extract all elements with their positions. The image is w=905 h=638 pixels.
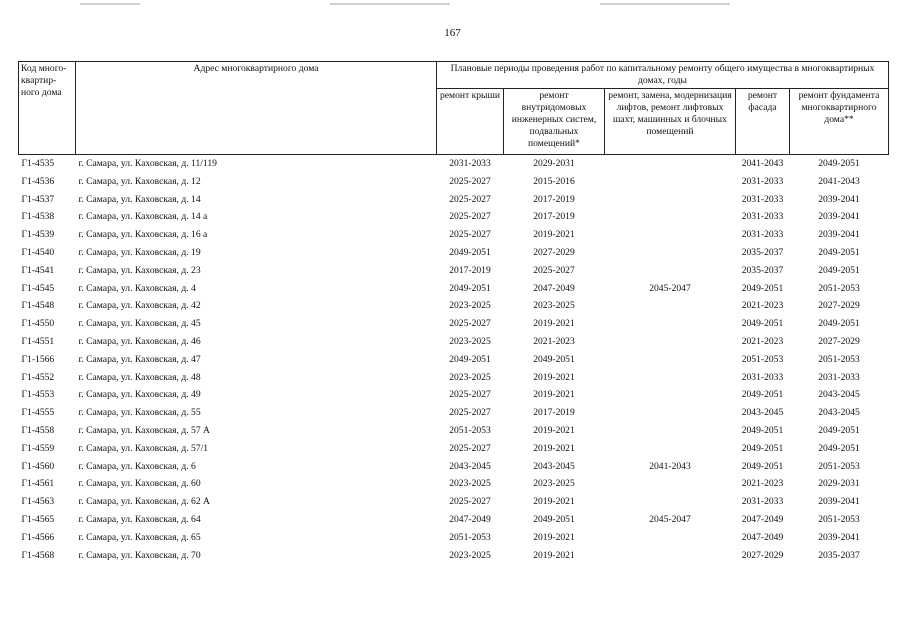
row-address: г. Самара, ул. Каховская, д. 49 bbox=[78, 389, 201, 401]
row-code: Г1-4561 bbox=[21, 478, 55, 490]
row-elevators bbox=[605, 351, 736, 369]
table-row bbox=[19, 369, 889, 387]
row-facade: 2049-2051 bbox=[741, 442, 784, 454]
table-row bbox=[19, 262, 889, 280]
table-row bbox=[19, 458, 889, 476]
row-roof: 2025-2027 bbox=[449, 229, 491, 241]
row-engineering: 2019-2021 bbox=[533, 531, 575, 543]
row-engineering: 2017-2019 bbox=[533, 193, 575, 205]
row-elevators: 2045-2047 bbox=[649, 282, 691, 294]
row-engineering: 2017-2019 bbox=[533, 407, 575, 419]
row-engineering: 2015-2016 bbox=[533, 175, 575, 187]
header-address: Адрес многоквартирного дома bbox=[76, 62, 437, 155]
row-foundation: 2039-2041 bbox=[818, 496, 860, 508]
row-facade: 2035-2037 bbox=[741, 264, 784, 276]
table-row bbox=[19, 529, 889, 547]
row-address: г. Самара, ул. Каховская, д. 19 bbox=[78, 246, 201, 258]
row-address: г. Самара, ул. Каховская, д. 16 а bbox=[78, 229, 208, 241]
row-facade: 2021-2023 bbox=[741, 300, 784, 312]
table-row bbox=[19, 440, 889, 458]
row-facade: 2021-2023 bbox=[741, 335, 784, 347]
capital-repair-schedule-table bbox=[18, 61, 889, 564]
header-elevators: ремонт, замена, модернизация лифтов, ремонт лифтовых шахт, машинных и блочных помещений bbox=[605, 89, 736, 155]
row-elevators bbox=[605, 386, 736, 404]
row-facade: 2031-2033 bbox=[741, 496, 784, 508]
row-facade: 2051-2053 bbox=[741, 353, 784, 365]
row-address: г. Самара, ул. Каховская, д. 47 bbox=[78, 353, 201, 365]
row-elevators bbox=[605, 208, 736, 226]
row-facade: 2027-2029 bbox=[741, 549, 784, 561]
row-roof: 2031-2033 bbox=[449, 158, 491, 169]
row-facade: 2031-2033 bbox=[741, 229, 784, 241]
row-code: Г1-4566 bbox=[21, 531, 55, 543]
row-address: г. Самара, ул. Каховская, д. 12 bbox=[78, 175, 201, 187]
row-elevators bbox=[605, 440, 736, 458]
row-foundation: 2039-2041 bbox=[818, 531, 860, 543]
row-engineering: 2049-2051 bbox=[533, 513, 575, 525]
row-elevators bbox=[605, 262, 736, 280]
table-row bbox=[19, 351, 889, 369]
table-row bbox=[19, 547, 889, 565]
row-roof: 2023-2025 bbox=[449, 549, 491, 561]
row-elevators bbox=[605, 173, 736, 191]
row-roof: 2049-2051 bbox=[449, 246, 491, 258]
table-row bbox=[19, 297, 889, 315]
row-code: Г1-4535 bbox=[21, 158, 55, 169]
row-code: Г1-4551 bbox=[21, 335, 55, 347]
row-foundation: 2051-2053 bbox=[818, 282, 860, 294]
row-facade: 2049-2051 bbox=[741, 389, 784, 401]
row-code: Г1-4559 bbox=[21, 442, 55, 454]
row-roof: 2017-2019 bbox=[449, 264, 491, 276]
row-roof: 2025-2027 bbox=[449, 407, 491, 419]
row-foundation: 2043-2045 bbox=[818, 389, 860, 401]
row-foundation: 2039-2041 bbox=[818, 193, 860, 205]
row-foundation: 2049-2051 bbox=[818, 442, 860, 454]
header-code: Код много-квартир-ного дома bbox=[19, 62, 76, 155]
row-elevators bbox=[605, 404, 736, 422]
row-facade: 2043-2045 bbox=[741, 407, 784, 419]
row-engineering: 2023-2025 bbox=[533, 478, 575, 490]
row-foundation: 2049-2051 bbox=[818, 158, 860, 169]
row-engineering: 2019-2021 bbox=[533, 229, 575, 241]
row-elevators bbox=[605, 297, 736, 315]
table-row bbox=[19, 155, 889, 173]
row-elevators bbox=[605, 155, 736, 173]
row-code: Г1-4568 bbox=[21, 549, 55, 561]
row-facade: 2021-2023 bbox=[741, 478, 784, 490]
row-address: г. Самара, ул. Каховская, д. 62 А bbox=[78, 496, 210, 508]
page-number: 167 bbox=[444, 27, 461, 39]
row-elevators bbox=[605, 226, 736, 244]
row-code: Г1-1566 bbox=[21, 353, 55, 365]
row-address: г. Самара, ул. Каховская, д. 23 bbox=[78, 264, 201, 276]
row-facade: 2049-2051 bbox=[741, 318, 784, 330]
row-code: Г1-4538 bbox=[21, 211, 55, 223]
row-facade: 2049-2051 bbox=[741, 282, 784, 294]
row-address: г. Самара, ул. Каховская, д. 57/1 bbox=[78, 442, 209, 454]
row-foundation: 2051-2053 bbox=[818, 513, 860, 525]
row-elevators bbox=[605, 244, 736, 262]
row-facade: 2035-2037 bbox=[741, 246, 784, 258]
row-code: Г1-4563 bbox=[21, 496, 55, 508]
row-foundation: 2049-2051 bbox=[818, 246, 860, 258]
row-facade: 2031-2033 bbox=[741, 211, 784, 223]
row-facade: 2049-2051 bbox=[741, 460, 784, 472]
row-address: г. Самара, ул. Каховская, д. 14 а bbox=[78, 211, 208, 223]
row-address: г. Самара, ул. Каховская, д. 55 bbox=[78, 407, 201, 419]
table-row bbox=[19, 244, 889, 262]
row-facade: 2049-2051 bbox=[741, 424, 784, 436]
row-engineering: 2049-2051 bbox=[533, 353, 575, 365]
table-row bbox=[19, 386, 889, 404]
row-roof: 2025-2027 bbox=[449, 175, 491, 187]
row-code: Г1-4560 bbox=[21, 460, 55, 472]
row-engineering: 2027-2029 bbox=[533, 246, 575, 258]
row-facade: 2031-2033 bbox=[741, 193, 784, 205]
row-engineering: 2019-2021 bbox=[533, 549, 575, 561]
row-elevators bbox=[605, 315, 736, 333]
row-code: Г1-4545 bbox=[21, 282, 55, 294]
row-roof: 2023-2025 bbox=[449, 335, 491, 347]
row-roof: 2025-2027 bbox=[449, 496, 491, 508]
row-foundation: 2051-2053 bbox=[818, 353, 860, 365]
row-elevators: 2045-2047 bbox=[649, 513, 691, 525]
scan-artifact-right bbox=[600, 3, 730, 5]
row-roof: 2025-2027 bbox=[449, 211, 491, 223]
table-row bbox=[19, 333, 889, 351]
row-roof: 2025-2027 bbox=[449, 442, 491, 454]
row-foundation: 2031-2033 bbox=[818, 371, 860, 383]
row-address: г. Самара, ул. Каховская, д. 14 bbox=[78, 193, 201, 205]
row-facade: 2031-2033 bbox=[741, 371, 784, 383]
row-address: г. Самара, ул. Каховская, д. 45 bbox=[78, 318, 201, 330]
row-code: Г1-4565 bbox=[21, 513, 55, 525]
row-code: Г1-4550 bbox=[21, 318, 55, 330]
row-address: г. Самара, ул. Каховская, д. 64 bbox=[78, 513, 201, 525]
row-address: г. Самара, ул. Каховская, д. 11/119 bbox=[78, 158, 217, 169]
row-engineering: 2019-2021 bbox=[533, 496, 575, 508]
row-engineering: 2019-2021 bbox=[533, 389, 575, 401]
row-engineering: 2019-2021 bbox=[533, 442, 575, 454]
row-foundation: 2043-2045 bbox=[818, 407, 860, 419]
row-facade: 2047-2049 bbox=[741, 531, 784, 543]
table-row bbox=[19, 173, 889, 191]
row-foundation: 2041-2043 bbox=[818, 175, 860, 187]
row-engineering: 2021-2023 bbox=[533, 335, 575, 347]
row-roof: 2049-2051 bbox=[449, 282, 491, 294]
table-row bbox=[19, 226, 889, 244]
row-foundation: 2049-2051 bbox=[818, 318, 860, 330]
row-engineering: 2019-2021 bbox=[533, 371, 575, 383]
row-foundation: 2049-2051 bbox=[818, 264, 860, 276]
row-address: г. Самара, ул. Каховская, д. 65 bbox=[78, 531, 201, 543]
row-foundation: 2035-2037 bbox=[818, 549, 860, 561]
row-address: г. Самара, ул. Каховская, д. 4 bbox=[78, 282, 196, 294]
row-code: Г1-4539 bbox=[21, 229, 55, 241]
row-foundation: 2029-2031 bbox=[818, 478, 860, 490]
row-foundation: 2027-2029 bbox=[818, 300, 860, 312]
row-elevators bbox=[605, 529, 736, 547]
row-code: Г1-4536 bbox=[21, 175, 55, 187]
row-code: Г1-4540 bbox=[21, 246, 55, 258]
row-roof: 2023-2025 bbox=[449, 300, 491, 312]
row-roof: 2051-2053 bbox=[449, 424, 491, 436]
row-code: Г1-4558 bbox=[21, 424, 55, 436]
header-facade: ремонт фасада bbox=[736, 89, 790, 155]
row-roof: 2049-2051 bbox=[449, 353, 491, 365]
row-engineering: 2029-2031 bbox=[533, 158, 575, 169]
row-roof: 2025-2027 bbox=[449, 389, 491, 401]
row-code: Г1-4548 bbox=[21, 300, 55, 312]
row-address: г. Самара, ул. Каховская, д. 57 А bbox=[78, 424, 210, 436]
table-row bbox=[19, 191, 889, 209]
row-foundation: 2049-2051 bbox=[818, 424, 860, 436]
row-roof: 2023-2025 bbox=[449, 371, 491, 383]
row-roof: 2047-2049 bbox=[449, 513, 491, 525]
row-engineering: 2019-2021 bbox=[533, 424, 575, 436]
row-roof: 2051-2053 bbox=[449, 531, 491, 543]
row-elevators bbox=[605, 493, 736, 511]
row-foundation: 2051-2053 bbox=[818, 460, 860, 472]
row-elevators bbox=[605, 422, 736, 440]
row-address: г. Самара, ул. Каховская, д. 48 bbox=[78, 371, 201, 383]
row-address: г. Самара, ул. Каховская, д. 60 bbox=[78, 478, 201, 490]
row-engineering: 2019-2021 bbox=[533, 318, 575, 330]
row-roof: 2023-2025 bbox=[449, 478, 491, 490]
row-engineering: 2023-2025 bbox=[533, 300, 575, 312]
row-code: Г1-4541 bbox=[21, 264, 55, 276]
table-row bbox=[19, 315, 889, 333]
row-engineering: 2025-2027 bbox=[533, 264, 575, 276]
row-roof: 2025-2027 bbox=[449, 318, 491, 330]
row-address: г. Самара, ул. Каховская, д. 46 bbox=[78, 335, 201, 347]
table-row bbox=[19, 404, 889, 422]
row-foundation: 2039-2041 bbox=[818, 229, 860, 241]
row-code: Г1-4537 bbox=[21, 193, 55, 205]
table-row bbox=[19, 422, 889, 440]
scan-artifact-center bbox=[330, 3, 450, 5]
row-code: Г1-4553 bbox=[21, 389, 55, 401]
table-row bbox=[19, 493, 889, 511]
row-elevators bbox=[605, 333, 736, 351]
row-elevators bbox=[605, 547, 736, 565]
row-elevators bbox=[605, 369, 736, 387]
row-elevators bbox=[605, 191, 736, 209]
table-row bbox=[19, 280, 889, 298]
row-address: г. Самара, ул. Каховская, д. 42 bbox=[78, 300, 201, 312]
row-foundation: 2039-2041 bbox=[818, 211, 860, 223]
row-code: Г1-4552 bbox=[21, 371, 55, 383]
row-roof: 2025-2027 bbox=[449, 193, 491, 205]
row-engineering: 2043-2045 bbox=[533, 460, 575, 472]
row-address: г. Самара, ул. Каховская, д. 6 bbox=[78, 460, 196, 472]
row-facade: 2031-2033 bbox=[741, 175, 784, 187]
row-engineering: 2047-2049 bbox=[533, 282, 575, 294]
table-row bbox=[19, 475, 889, 493]
header-engineering: ремонт внутридомовых инженерных систем, подвальных помещений* bbox=[504, 89, 605, 155]
header-roof: ремонт крыши bbox=[437, 89, 504, 155]
row-foundation: 2027-2029 bbox=[818, 335, 860, 347]
header-periods-group: Плановые периоды проведения работ по капитальному ремонту общего имущества в многоквартирных домах, годы bbox=[437, 62, 889, 89]
row-elevators: 2041-2043 bbox=[649, 460, 691, 472]
row-elevators bbox=[605, 475, 736, 493]
row-address: г. Самара, ул. Каховская, д. 70 bbox=[78, 549, 201, 561]
header-foundation: ремонт фундамента многоквартирного дома** bbox=[790, 89, 889, 155]
scan-artifact-left bbox=[80, 3, 140, 5]
row-facade: 2047-2049 bbox=[741, 513, 784, 525]
row-code: Г1-4555 bbox=[21, 407, 55, 419]
table-row bbox=[19, 208, 889, 226]
row-roof: 2043-2045 bbox=[449, 460, 491, 472]
row-engineering: 2017-2019 bbox=[533, 211, 575, 223]
table-row bbox=[19, 511, 889, 529]
row-facade: 2041-2043 bbox=[741, 158, 784, 169]
